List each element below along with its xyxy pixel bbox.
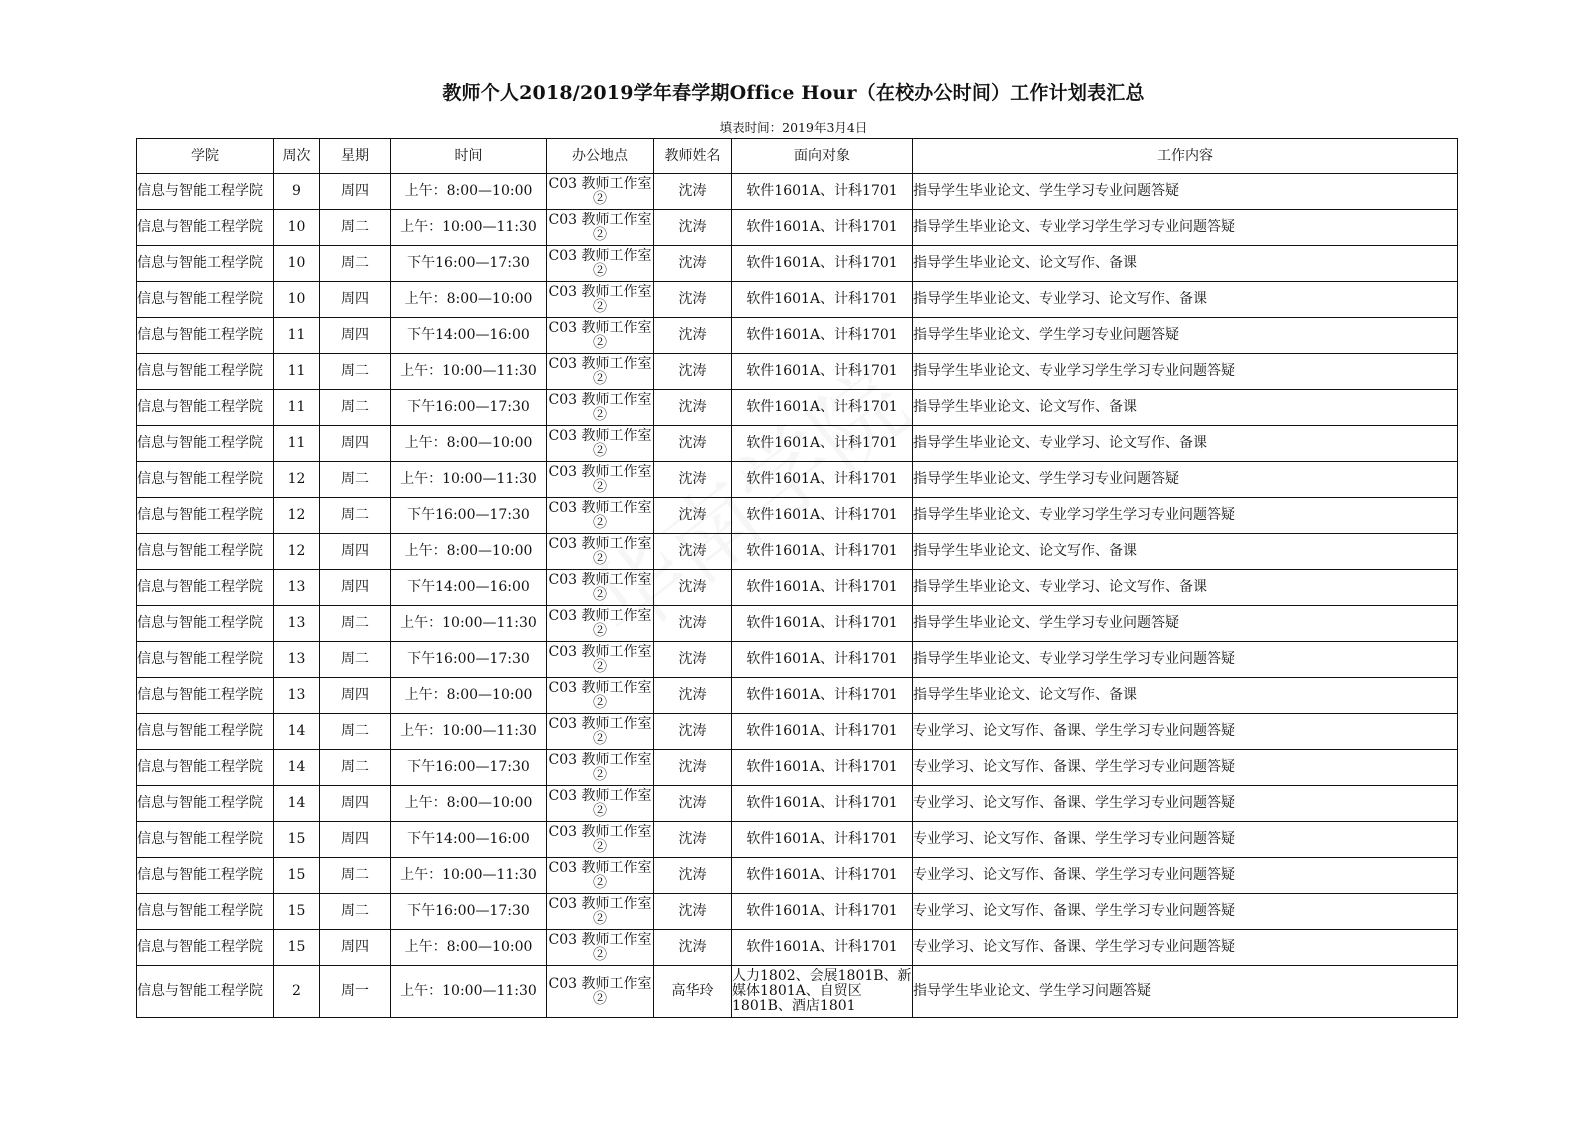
cell-week: 15 [274,858,320,894]
cell-content: 指导学生毕业论文、专业学习、论文写作、备课 [913,426,1458,462]
cell-week: 14 [274,714,320,750]
cell-location: C03 教师工作室② [547,642,654,678]
cell-weekday: 周二 [320,462,391,498]
cell-college: 信息与智能工程学院 [137,426,274,462]
cell-week: 13 [274,606,320,642]
cell-weekday: 周二 [320,210,391,246]
cell-location: C03 教师工作室② [547,534,654,570]
cell-college: 信息与智能工程学院 [137,570,274,606]
cell-content: 专业学习、论文写作、备课、学生学习专业问题答疑 [913,714,1458,750]
cell-teacher: 沈涛 [654,462,732,498]
table-row [137,714,1458,750]
table-row [137,678,1458,714]
cell-week: 10 [274,246,320,282]
cell-time: 下午16:00—17:30 [391,246,547,282]
table-row [137,210,1458,246]
cell-weekday: 周四 [320,570,391,606]
cell-target: 软件1601A、计科1701 [732,354,913,390]
cell-college: 信息与智能工程学院 [137,894,274,930]
cell-college: 信息与智能工程学院 [137,282,274,318]
cell-content: 指导学生毕业论文、专业学习、论文写作、备课 [913,282,1458,318]
cell-week: 15 [274,930,320,966]
cell-week: 11 [274,390,320,426]
cell-target: 软件1601A、计科1701 [732,534,913,570]
cell-weekday: 周四 [320,174,391,210]
cell-teacher: 沈涛 [654,210,732,246]
table-row [137,750,1458,786]
cell-time: 上午：10:00—11:30 [391,606,547,642]
cell-location: C03 教师工作室② [547,858,654,894]
cell-target: 软件1601A、计科1701 [732,606,913,642]
cell-target: 软件1601A、计科1701 [732,894,913,930]
cell-week: 10 [274,210,320,246]
cell-college: 信息与智能工程学院 [137,174,274,210]
cell-weekday: 周二 [320,606,391,642]
cell-college: 信息与智能工程学院 [137,534,274,570]
cell-time: 下午16:00—17:30 [391,642,547,678]
cell-time: 上午：10:00—11:30 [391,462,547,498]
cell-weekday: 周二 [320,390,391,426]
cell-college: 信息与智能工程学院 [137,714,274,750]
cell-time: 上午：8:00—10:00 [391,426,547,462]
cell-time: 上午：8:00—10:00 [391,282,547,318]
cell-college: 信息与智能工程学院 [137,678,274,714]
cell-teacher: 沈涛 [654,894,732,930]
cell-teacher: 沈涛 [654,354,732,390]
cell-weekday: 周四 [320,786,391,822]
cell-content: 专业学习、论文写作、备课、学生学习专业问题答疑 [913,894,1458,930]
cell-target: 软件1601A、计科1701 [732,390,913,426]
cell-content: 指导学生毕业论文、专业学习学生学习专业问题答疑 [913,642,1458,678]
cell-college: 信息与智能工程学院 [137,354,274,390]
cell-content: 指导学生毕业论文、论文写作、备课 [913,246,1458,282]
cell-teacher: 高华玲 [654,966,732,1018]
cell-time: 上午：8:00—10:00 [391,678,547,714]
cell-weekday: 周四 [320,534,391,570]
cell-target: 软件1601A、计科1701 [732,678,913,714]
cell-teacher: 沈涛 [654,426,732,462]
cell-time: 下午14:00—16:00 [391,318,547,354]
cell-college: 信息与智能工程学院 [137,930,274,966]
cell-location: C03 教师工作室② [547,678,654,714]
cell-weekday: 周二 [320,858,391,894]
cell-week: 15 [274,822,320,858]
cell-weekday: 周二 [320,894,391,930]
cell-target: 软件1601A、计科1701 [732,822,913,858]
cell-target: 软件1601A、计科1701 [732,246,913,282]
cell-time: 上午：10:00—11:30 [391,354,547,390]
cell-college: 信息与智能工程学院 [137,606,274,642]
cell-location: C03 教师工作室② [547,822,654,858]
cell-location: C03 教师工作室② [547,930,654,966]
cell-teacher: 沈涛 [654,750,732,786]
cell-college: 信息与智能工程学院 [137,642,274,678]
cell-target: 软件1601A、计科1701 [732,462,913,498]
table-row [137,570,1458,606]
cell-time: 下午16:00—17:30 [391,498,547,534]
table-row [137,930,1458,966]
cell-week: 11 [274,426,320,462]
cell-week: 15 [274,894,320,930]
cell-college: 信息与智能工程学院 [137,750,274,786]
cell-location: C03 教师工作室② [547,174,654,210]
cell-location: C03 教师工作室② [547,354,654,390]
cell-teacher: 沈涛 [654,246,732,282]
cell-weekday: 周二 [320,714,391,750]
cell-location: C03 教师工作室② [547,894,654,930]
cell-content: 指导学生毕业论文、专业学习学生学习专业问题答疑 [913,354,1458,390]
cell-weekday: 周四 [320,930,391,966]
cell-teacher: 沈涛 [654,642,732,678]
cell-week: 10 [274,282,320,318]
cell-target: 软件1601A、计科1701 [732,750,913,786]
cell-target: 软件1601A、计科1701 [732,858,913,894]
table-row [137,354,1458,390]
table-row [137,966,1458,1018]
cell-week: 13 [274,570,320,606]
cell-location: C03 教师工作室② [547,318,654,354]
cell-content: 指导学生毕业论文、学生学习专业问题答疑 [913,318,1458,354]
cell-teacher: 沈涛 [654,786,732,822]
cell-teacher: 沈涛 [654,174,732,210]
cell-content: 指导学生毕业论文、学生学习专业问题答疑 [913,462,1458,498]
cell-content: 专业学习、论文写作、备课、学生学习专业问题答疑 [913,750,1458,786]
cell-teacher: 沈涛 [654,714,732,750]
cell-week: 11 [274,354,320,390]
cell-teacher: 沈涛 [654,390,732,426]
table-row [137,426,1458,462]
cell-content: 指导学生毕业论文、专业学习学生学习专业问题答疑 [913,210,1458,246]
cell-week: 13 [274,642,320,678]
cell-target: 人力1802、会展1801B、新媒体1801A、自贸区1801B、酒店1801 [732,966,913,1018]
table-row [137,534,1458,570]
cell-location: C03 教师工作室② [547,714,654,750]
cell-content: 指导学生毕业论文、论文写作、备课 [913,678,1458,714]
cell-college: 信息与智能工程学院 [137,462,274,498]
table-row [137,318,1458,354]
cell-college: 信息与智能工程学院 [137,786,274,822]
table-row [137,786,1458,822]
cell-content: 指导学生毕业论文、专业学习、论文写作、备课 [913,570,1458,606]
cell-time: 下午14:00—16:00 [391,822,547,858]
cell-week: 12 [274,462,320,498]
cell-target: 软件1601A、计科1701 [732,174,913,210]
cell-teacher: 沈涛 [654,318,732,354]
cell-week: 11 [274,318,320,354]
cell-college: 信息与智能工程学院 [137,498,274,534]
cell-content: 指导学生毕业论文、论文写作、备课 [913,390,1458,426]
table-row [137,462,1458,498]
cell-college: 信息与智能工程学院 [137,318,274,354]
table-row [137,642,1458,678]
cell-weekday: 周四 [320,318,391,354]
cell-weekday: 周一 [320,966,391,1018]
cell-location: C03 教师工作室② [547,210,654,246]
cell-time: 上午：8:00—10:00 [391,534,547,570]
cell-time: 上午：8:00—10:00 [391,930,547,966]
office-hour-table [136,138,1458,1018]
cell-time: 上午：10:00—11:30 [391,714,547,750]
cell-location: C03 教师工作室② [547,282,654,318]
cell-content: 指导学生毕业论文、学生学习专业问题答疑 [913,174,1458,210]
cell-weekday: 周四 [320,822,391,858]
cell-time: 上午：8:00—10:00 [391,174,547,210]
cell-teacher: 沈涛 [654,534,732,570]
page-title: 教师个人2018/2019学年春学期Office Hour（在校办公时间）工作计划表汇总 [442,82,1145,104]
cell-college: 信息与智能工程学院 [137,822,274,858]
cell-time: 上午：10:00—11:30 [391,210,547,246]
cell-location: C03 教师工作室② [547,390,654,426]
cell-content: 指导学生毕业论文、学生学习问题答疑 [913,966,1458,1018]
cell-teacher: 沈涛 [654,858,732,894]
cell-content: 指导学生毕业论文、论文写作、备课 [913,534,1458,570]
cell-teacher: 沈涛 [654,498,732,534]
cell-content: 指导学生毕业论文、专业学习学生学习专业问题答疑 [913,498,1458,534]
cell-time: 下午16:00—17:30 [391,390,547,426]
cell-location: C03 教师工作室② [547,606,654,642]
cell-teacher: 沈涛 [654,822,732,858]
table-row [137,822,1458,858]
cell-target: 软件1601A、计科1701 [732,318,913,354]
cell-college: 信息与智能工程学院 [137,210,274,246]
header-target: 面向对象 [732,139,913,174]
cell-weekday: 周二 [320,750,391,786]
cell-weekday: 周二 [320,642,391,678]
cell-location: C03 教师工作室② [547,750,654,786]
cell-content: 专业学习、论文写作、备课、学生学习专业问题答疑 [913,858,1458,894]
header-time: 时间 [391,139,547,174]
cell-target: 软件1601A、计科1701 [732,498,913,534]
table-row [137,894,1458,930]
cell-week: 9 [274,174,320,210]
cell-target: 软件1601A、计科1701 [732,570,913,606]
cell-weekday: 周二 [320,498,391,534]
cell-teacher: 沈涛 [654,282,732,318]
cell-teacher: 沈涛 [654,570,732,606]
cell-target: 软件1601A、计科1701 [732,642,913,678]
cell-content: 专业学习、论文写作、备课、学生学习专业问题答疑 [913,786,1458,822]
cell-teacher: 沈涛 [654,606,732,642]
table-row [137,246,1458,282]
header-week: 周次 [274,139,320,174]
cell-location: C03 教师工作室② [547,966,654,1018]
cell-time: 下午14:00—16:00 [391,570,547,606]
cell-location: C03 教师工作室② [547,426,654,462]
header-teacher: 教师姓名 [654,139,732,174]
cell-weekday: 周四 [320,426,391,462]
cell-college: 信息与智能工程学院 [137,246,274,282]
header-row [137,139,1458,174]
header-college: 学院 [137,139,274,174]
cell-weekday: 周四 [320,678,391,714]
cell-time: 下午16:00—17:30 [391,750,547,786]
cell-location: C03 教师工作室② [547,462,654,498]
cell-target: 软件1601A、计科1701 [732,714,913,750]
cell-weekday: 周二 [320,246,391,282]
table-row [137,858,1458,894]
cell-location: C03 教师工作室② [547,498,654,534]
cell-location: C03 教师工作室② [547,246,654,282]
cell-target: 软件1601A、计科1701 [732,426,913,462]
cell-target: 软件1601A、计科1701 [732,930,913,966]
cell-time: 上午：8:00—10:00 [391,786,547,822]
cell-week: 13 [274,678,320,714]
cell-content: 专业学习、论文写作、备课、学生学习专业问题答疑 [913,930,1458,966]
header-location: 办公地点 [547,139,654,174]
cell-weekday: 周四 [320,282,391,318]
table-row [137,390,1458,426]
cell-target: 软件1601A、计科1701 [732,786,913,822]
cell-week: 12 [274,534,320,570]
cell-teacher: 沈涛 [654,930,732,966]
cell-location: C03 教师工作室② [547,570,654,606]
table-row [137,282,1458,318]
cell-weekday: 周二 [320,354,391,390]
cell-target: 软件1601A、计科1701 [732,282,913,318]
fill-time: 填表时间：2019年3月4日 [719,120,868,135]
table-row [137,174,1458,210]
cell-week: 12 [274,498,320,534]
cell-time: 下午16:00—17:30 [391,894,547,930]
table-row [137,606,1458,642]
cell-target: 软件1601A、计科1701 [732,210,913,246]
cell-college: 信息与智能工程学院 [137,966,274,1018]
table-row [137,498,1458,534]
cell-time: 上午：10:00—11:30 [391,858,547,894]
cell-college: 信息与智能工程学院 [137,858,274,894]
cell-teacher: 沈涛 [654,678,732,714]
cell-college: 信息与智能工程学院 [137,390,274,426]
cell-time: 上午：10:00—11:30 [391,966,547,1018]
header-content: 工作内容 [913,139,1458,174]
cell-content: 专业学习、论文写作、备课、学生学习专业问题答疑 [913,822,1458,858]
cell-location: C03 教师工作室② [547,786,654,822]
cell-content: 指导学生毕业论文、学生学习专业问题答疑 [913,606,1458,642]
cell-week: 2 [274,966,320,1018]
cell-week: 14 [274,786,320,822]
header-weekday: 星期 [320,139,391,174]
cell-week: 14 [274,750,320,786]
table-body [137,174,1458,1018]
